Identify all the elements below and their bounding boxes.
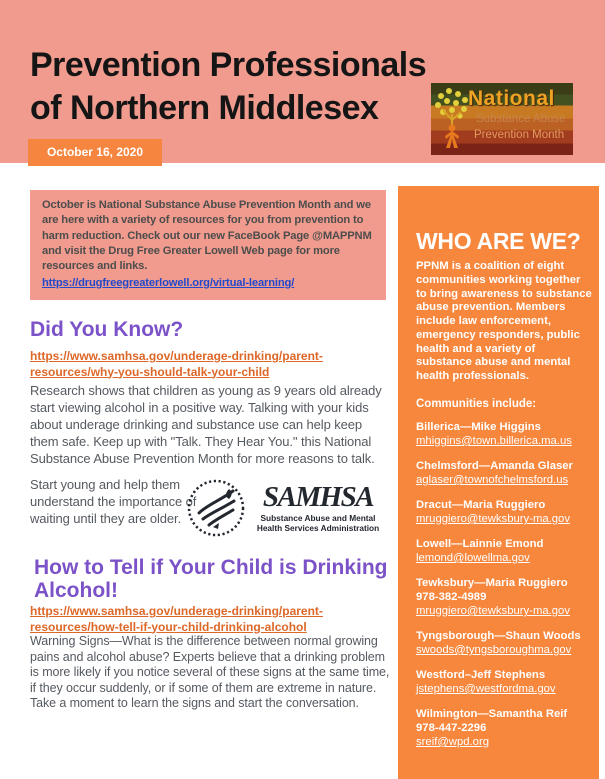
community-name: Wilmington—Samantha Reif	[416, 708, 568, 721]
prevention-month-logo-line3: Prevention Month	[474, 129, 565, 141]
community-name: Lowell—Lainnie Emond	[416, 538, 544, 551]
community-email-link[interactable]: aglaser@townofchelmsford.us	[416, 474, 569, 487]
prevention-month-logo-line2: Substance Abuse	[476, 113, 566, 125]
community-email-link[interactable]: sreif@wpd.org	[416, 736, 489, 749]
community-entry-wilmington	[416, 707, 593, 749]
prevention-month-logo	[431, 83, 573, 155]
hhs-eagle-icon	[185, 477, 247, 539]
did-you-know-body: Research shows that children as young as 9 years old already start viewing alcohol in a positive way. Talking with your kids about underage drinking and substance use can help keep them safe. Keep up with "Talk. They Hear You." this National Substance Abuse Prevention Month for more reasons to talk.	[30, 383, 382, 466]
sidebar-description: PPNM is a coalition of eight communities working together to bring awareness to substance abuse prevention. Members include law enforcement, emergency responders, public health and a variety of substance abuse and mental health professionals.	[416, 260, 592, 383]
who-are-we-sidebar	[398, 186, 599, 779]
community-name: Tyngsborough—Shaun Woods	[416, 630, 581, 643]
community-email-link[interactable]: mruggiero@tewksbury-ma.gov	[416, 605, 570, 618]
community-phone: 978-447-2296	[416, 722, 487, 735]
community-name: Chelmsford—Amanda Glaser	[416, 460, 573, 473]
intro-box	[30, 190, 386, 300]
community-name: Tewksbury—Maria Ruggiero	[416, 577, 568, 590]
community-entry-tyngsborough	[416, 629, 593, 657]
page-title-line2: of Northern Middlesex	[30, 89, 379, 128]
community-email-link[interactable]: jstephens@westfordma.gov	[416, 683, 556, 696]
community-entry-lowell	[416, 537, 593, 565]
samhsa-text	[253, 480, 383, 533]
community-email-link[interactable]: swoods@tyngsboroughma.gov	[416, 644, 572, 657]
community-entry-tewksbury	[416, 576, 593, 618]
community-phone: 978-382-4989	[416, 591, 487, 604]
date-badge: October 16, 2020	[28, 139, 162, 166]
how-to-tell-link[interactable]: https://www.samhsa.gov/underage-drinking/parent-resources/how-tell-if-your-child-drinking-alcohol	[30, 604, 323, 634]
page-title	[30, 44, 426, 130]
samhsa-logo	[185, 472, 385, 544]
samhsa-wordmark: SAMHSA	[262, 480, 374, 513]
header-banner	[0, 0, 605, 163]
community-entry-dracut	[416, 498, 593, 526]
did-you-know-side-text: Start young and help them understand the importance of waiting until they are older.	[30, 477, 197, 526]
communities-label: Communities include:	[416, 398, 537, 411]
community-name: Westford–Jeff Stephens	[416, 669, 546, 682]
samhsa-subtitle: Substance Abuse and Mental Health Services Administration	[256, 512, 380, 533]
intro-link[interactable]: https://drugfreegreaterlowell.org/virtual-learning/	[42, 276, 295, 289]
community-email-link[interactable]: mruggiero@tewksbury-ma.gov	[416, 513, 570, 526]
community-name: Dracut—Maria Ruggiero	[416, 499, 546, 512]
community-entry-billerica	[416, 420, 593, 448]
community-email-link[interactable]: lemond@lowellma.gov	[416, 552, 530, 565]
community-email-link[interactable]: mhiggins@town.billerica.ma.us	[416, 435, 572, 448]
prevention-month-tree-icon	[433, 86, 471, 150]
prevention-month-logo-line1: National	[468, 87, 555, 110]
community-name: Billerica—Mike Higgins	[416, 421, 541, 434]
community-entry-westford	[416, 668, 593, 696]
did-you-know-link[interactable]: https://www.samhsa.gov/underage-drinking/parent-resources/why-you-should-talk-your-child	[30, 349, 323, 379]
how-to-tell-heading: How to Tell if Your Child is Drinking Alcohol!	[34, 556, 388, 603]
sidebar-heading: WHO ARE WE?	[416, 228, 581, 254]
how-to-tell-body: Warning Signs—What is the difference between normal growing pains and alcohol abuse? Experts believe that a drinking problem is more likely if you notice several of these signs at the same time, if they occur suddenly, or if some of them are extreme in nature. Take a moment to learn the signs and start the conversation.	[30, 634, 390, 710]
page-title-line1: Prevention Professionals	[30, 46, 427, 84]
community-entry-chelmsford	[416, 459, 593, 487]
did-you-know-heading: Did You Know?	[30, 318, 184, 341]
intro-text: October is National Substance Abuse Prevention Month and we are here with a variety of resources for you from prevention to harm reduction. Check out our new FaceBook Page @MAPPNM and visit the Drug Free Greater Lowell Web page for more resources and links.	[42, 199, 372, 273]
